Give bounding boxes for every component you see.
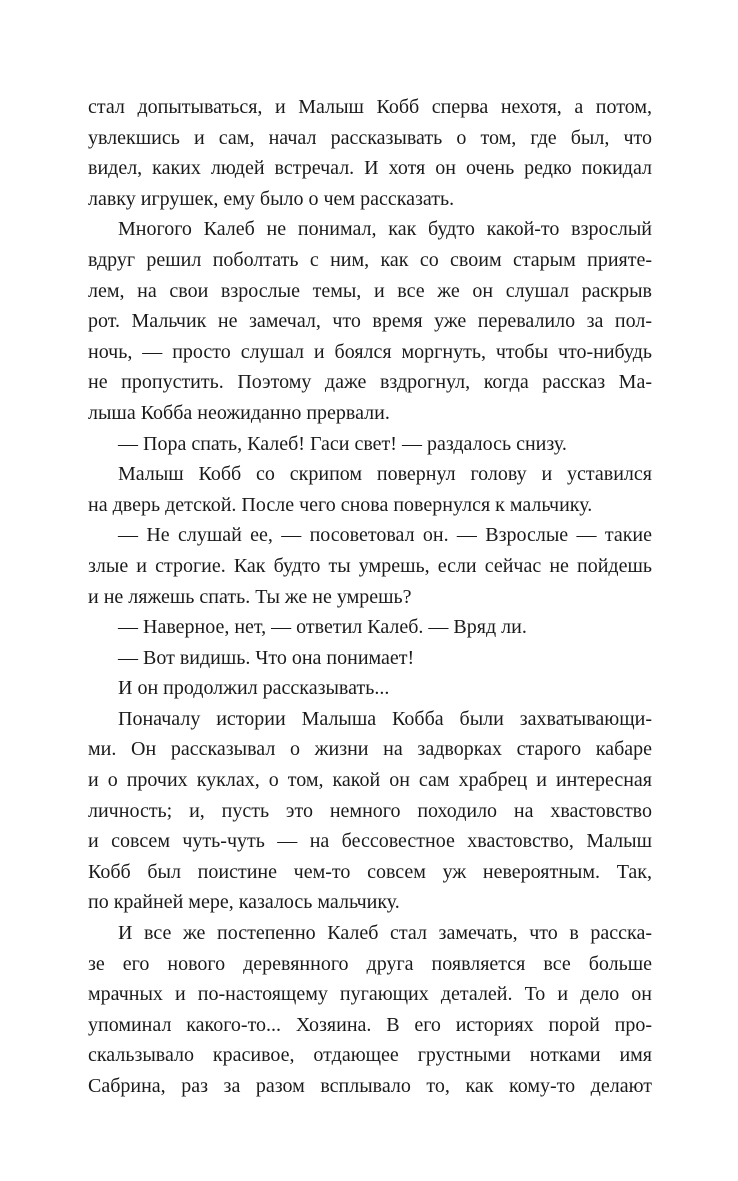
text-line: — Пора спать, Калеб! Гаси свет! — раздалось снизу. [118, 432, 567, 455]
text-line: и не ляжешь спать. Ты же не умрешь? [88, 585, 412, 608]
paragraph-1 [88, 92, 652, 214]
paragraph-8 [88, 673, 652, 704]
text-line: Кобб был поистине чем-то совсем уж невероятным. Так, [88, 860, 652, 883]
text-line: и совсем чуть-чуть — на бессовестное хвастовство, Малыш [88, 830, 652, 853]
text-line: И он продолжил рассказывать... [118, 677, 390, 700]
text-line: — Наверное, нет, — ответил Калеб. — Вряд ли. [118, 616, 527, 639]
text-line: лавку игрушек, ему было о чем рассказать. [88, 187, 455, 210]
text-line: лыша Кобба неожиданно прервали. [88, 401, 390, 424]
paragraph-9 [88, 704, 652, 918]
text-line: личность; и, пусть это немного походило на хвастовство [88, 799, 652, 822]
book-page-text [88, 92, 652, 1102]
text-line: Сабрина, раз за разом всплывало то, как кому-то делают [88, 1075, 652, 1097]
paragraph-2 [88, 214, 652, 428]
text-line: зе его нового деревянного друга появляется все больше [88, 952, 652, 975]
text-line: ночь, — просто слушал и боялся моргнуть, чтобы что-нибудь [88, 340, 652, 363]
text-line: увлекшись и сам, начал рассказывать о том, где был, что [88, 126, 652, 149]
text-line: вдруг решил поболтать с ним, как со своим старым прияте- [88, 248, 652, 271]
paragraph-5 [88, 520, 652, 612]
text-line: скальзывало красивое, отдающее грустными нотками имя [88, 1044, 652, 1067]
paragraph-10 [88, 918, 652, 1102]
text-line: злые и строгие. Как будто ты умрешь, если сейчас не пойдешь [88, 554, 652, 577]
paragraph-4 [88, 459, 652, 520]
text-line: Многого Калеб не понимал, как будто какой-то взрослый [118, 218, 652, 241]
text-line: — Не слушай ее, — посоветовал он. — Взрослые — такие [118, 524, 652, 547]
paragraph-7 [88, 643, 652, 674]
text-line: Малыш Кобб со скрипом повернул голову и уставился [118, 463, 652, 486]
text-line: и о прочих куклах, о том, какой он сам храбрец и интересная [88, 769, 652, 792]
text-line: видел, каких людей встречал. И хотя он очень редко покидал [88, 157, 652, 180]
text-line: не пропустить. Поэтому даже вздрогнул, когда рассказ Ма- [88, 371, 652, 394]
text-line: упоминал какого-то... Хозяина. В его историях порой про- [88, 1013, 652, 1036]
text-line: И все же постепенно Калеб стал замечать, что в расска- [118, 922, 652, 945]
paragraph-6 [88, 612, 652, 643]
text-line: на дверь детской. После чего снова повернулся к мальчику. [88, 493, 593, 516]
text-line: мрачных и по-настоящему пугающих деталей. То и дело он [88, 983, 652, 1006]
text-line: по крайней мере, казалось мальчику. [88, 891, 400, 914]
text-line: Поначалу истории Малыша Кобба были захватывающи- [118, 707, 652, 730]
text-line: — Вот видишь. Что она понимает! [118, 646, 415, 669]
text-line: лем, на свои взрослые темы, и все же он слушал раскрыв [88, 279, 652, 302]
text-line: стал допытываться, и Малыш Кобб сперва нехотя, а потом, [88, 96, 652, 118]
paragraph-3 [88, 429, 652, 460]
text-line: ми. Он рассказывал о жизни на задворках старого кабаре [88, 738, 652, 761]
text-line: рот. Мальчик не замечал, что время уже перевалило за пол- [88, 310, 652, 333]
